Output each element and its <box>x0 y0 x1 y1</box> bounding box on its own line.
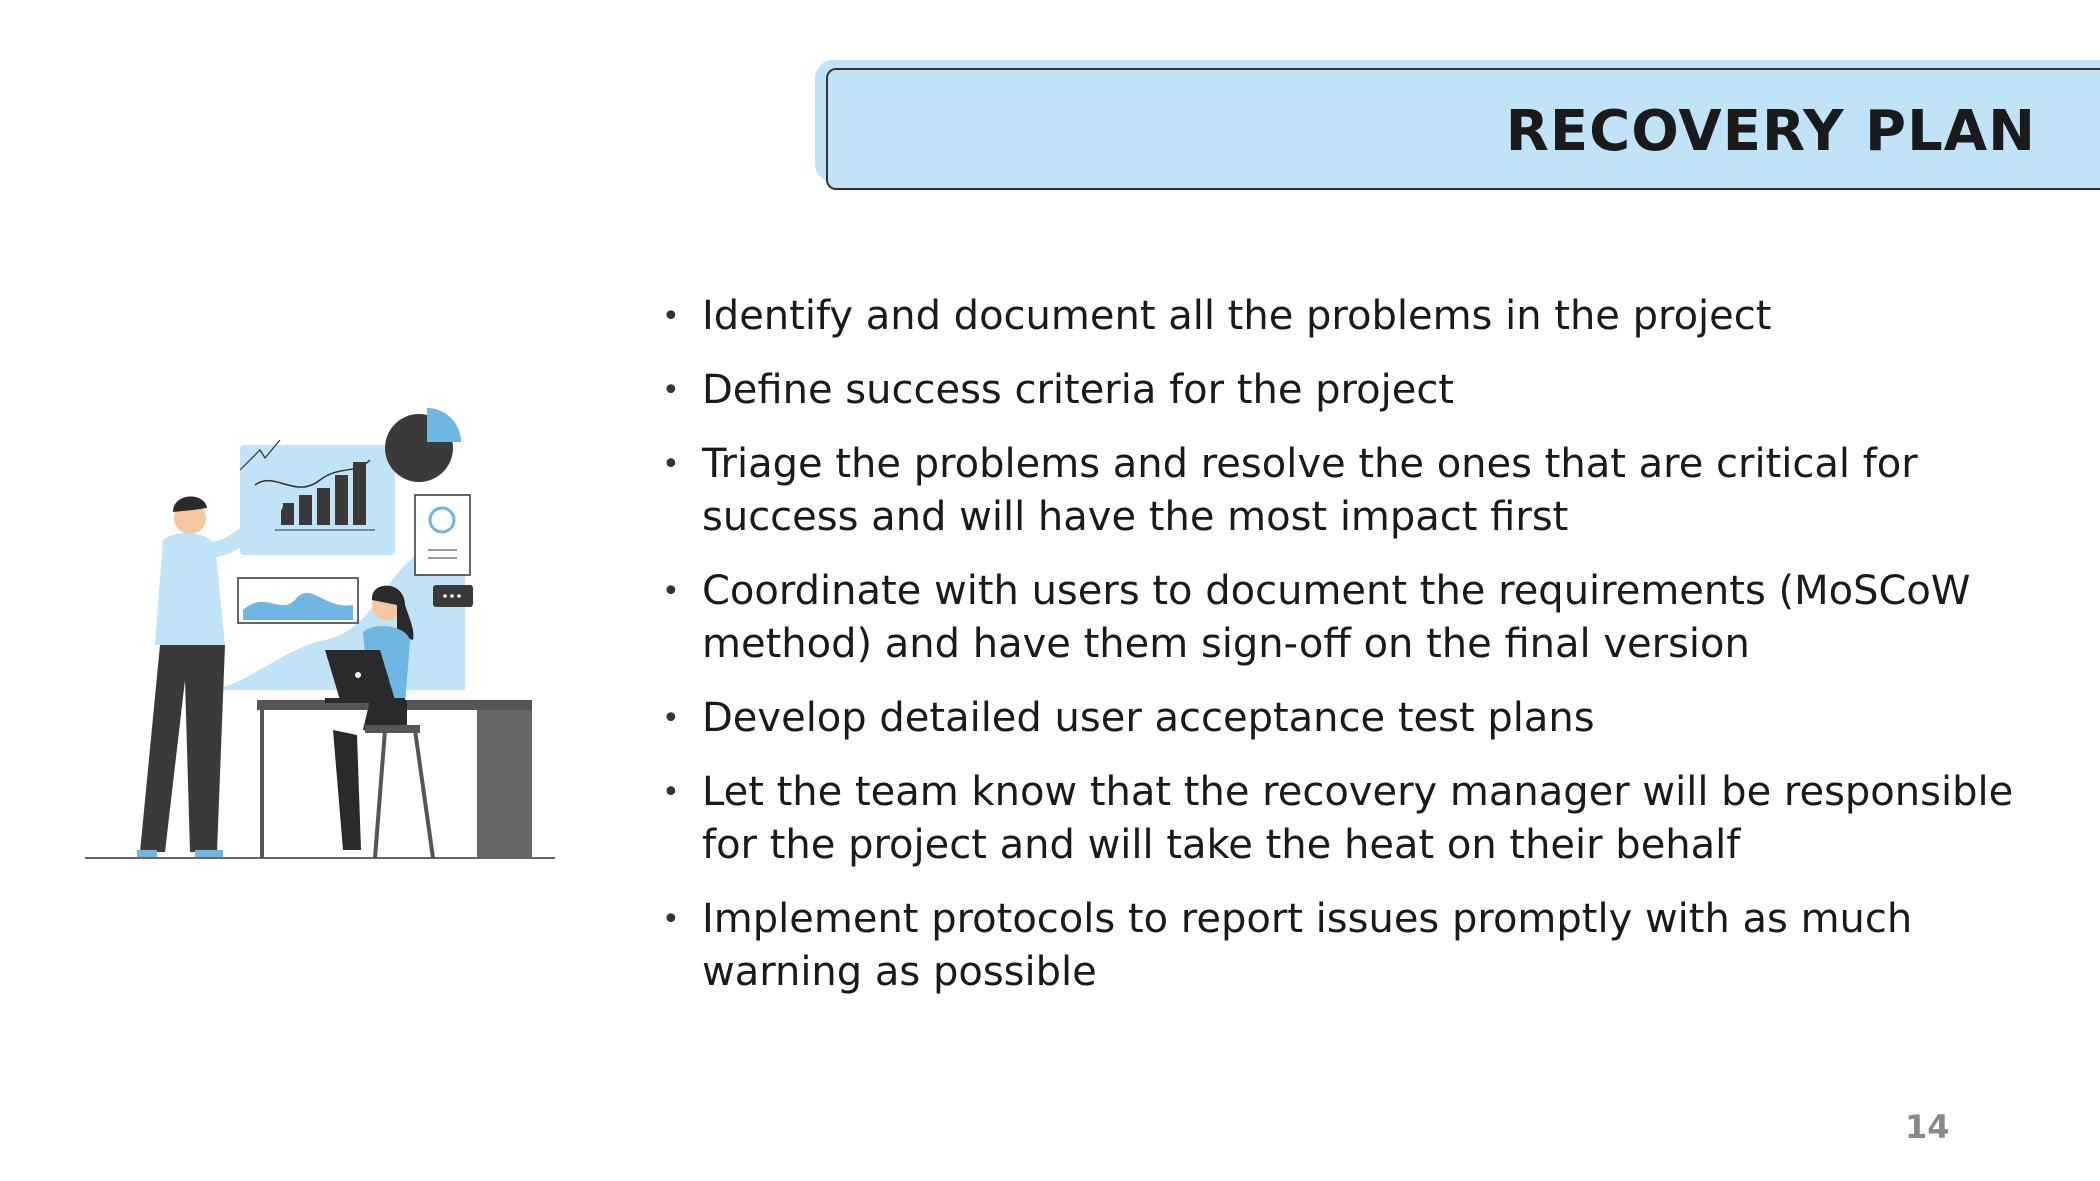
recovery-plan-bullets <box>662 290 2042 1020</box>
page-number: 14 <box>1905 1108 1950 1146</box>
title-banner <box>826 68 2100 190</box>
bullet-item: • Identify and document all the problems in the project <box>662 290 2042 343</box>
slide-title: RECOVERY PLAN <box>1505 99 2036 164</box>
bullet-item: • Coordinate with users to document the requirements (MoSCoW method) and have them sign-off on the final version <box>662 565 2042 671</box>
team-analytics-illustration <box>85 400 565 865</box>
bullet-item: • Develop detailed user acceptance test plans <box>662 692 2042 745</box>
bullet-item: • Define success criteria for the project <box>662 364 2042 417</box>
bullet-item: • Triage the problems and resolve the ones that are critical for success and will have the most impact first <box>662 438 2042 544</box>
bullet-item: • Implement protocols to report issues promptly with as much warning as possible <box>662 893 2042 999</box>
bullet-item: • Let the team know that the recovery manager will be responsible for the project and will take the heat on their behalf <box>662 766 2042 872</box>
